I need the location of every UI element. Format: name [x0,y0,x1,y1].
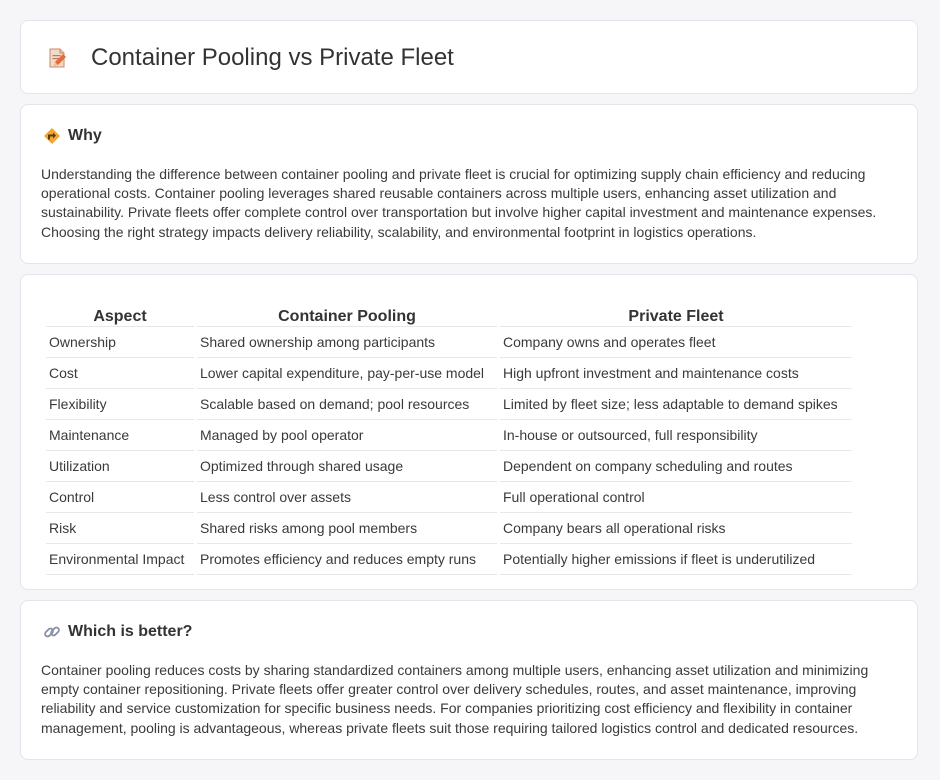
cell-fleet: In-house or outsourced, full responsibility [500,420,852,451]
cell-pooling: Lower capital expenditure, pay-per-use model [197,358,497,389]
why-text: Understanding the difference between container pooling and private fleet is crucial for optimizing supply chain efficiency and reducing operational costs. Container pooling leverages shared reusable containers across multiple users, enhancing asset utilization and sustainability. Private fleets offer complete control over transportation but involve higher capital investment and maintenance expenses. Choosing the right strategy impacts delivery reliability, scalability, and environmental footprint in logistics operations. [41,166,877,240]
better-title: Which is better? [68,623,193,640]
title-row [45,21,454,95]
cell-aspect: Cost [46,358,194,389]
cell-pooling: Promotes efficiency and reduces empty runs [197,544,497,575]
cell-pooling: Shared risks among pool members [197,513,497,544]
cell-pooling: Less control over assets [197,482,497,513]
why-title: Why [68,127,102,144]
page-title: Container Pooling vs Private Fleet [91,44,454,71]
diamond-direction-icon [43,127,61,145]
table-row [46,513,852,544]
cell-fleet: Company bears all operational risks [500,513,852,544]
table-row [46,451,852,482]
cell-aspect: Utilization [46,451,194,482]
cell-fleet: Potentially higher emissions if fleet is underutilized [500,544,852,575]
cell-pooling: Managed by pool operator [197,420,497,451]
better-heading [43,623,192,641]
table-row [46,389,852,420]
cell-aspect: Environmental Impact [46,544,194,575]
why-heading [43,127,102,145]
cell-fleet: Dependent on company scheduling and routes [500,451,852,482]
table-row [46,327,852,358]
cell-aspect: Flexibility [46,389,194,420]
cell-fleet: High upfront investment and maintenance costs [500,358,852,389]
cell-pooling: Optimized through shared usage [197,451,497,482]
link-icon [43,623,61,641]
cell-aspect: Ownership [46,327,194,358]
table-header-row [46,295,852,327]
cell-pooling: Shared ownership among participants [197,327,497,358]
table-row [46,420,852,451]
document-pencil-icon [45,46,69,70]
table-row [46,482,852,513]
header-private-fleet: Private Fleet [500,295,852,327]
cell-aspect: Maintenance [46,420,194,451]
cell-fleet: Full operational control [500,482,852,513]
why-card [20,104,918,264]
header-aspect: Aspect [46,295,194,327]
table-row [46,544,852,575]
comparison-table [43,295,855,575]
comparison-card [20,274,918,590]
which-is-better-card [20,600,918,760]
cell-aspect: Control [46,482,194,513]
cell-pooling: Scalable based on demand; pool resources [197,389,497,420]
header-card [20,20,918,94]
cell-fleet: Limited by fleet size; less adaptable to demand spikes [500,389,852,420]
cell-aspect: Risk [46,513,194,544]
cell-fleet: Company owns and operates fleet [500,327,852,358]
header-container-pooling: Container Pooling [197,295,497,327]
better-text: Container pooling reduces costs by sharing standardized containers among multiple users, enhancing asset utilization and minimizing empty container repositioning. Private fleets offer greater control over delivery schedules, routes, and asset maintenance, improving reliability and service customization for specific business needs. For companies prioritizing cost efficiency and flexibility in container management, pooling is advantageous, whereas private fleets suit those requiring tailored logistics control and dedicated resources. [41,662,869,736]
table-row [46,358,852,389]
